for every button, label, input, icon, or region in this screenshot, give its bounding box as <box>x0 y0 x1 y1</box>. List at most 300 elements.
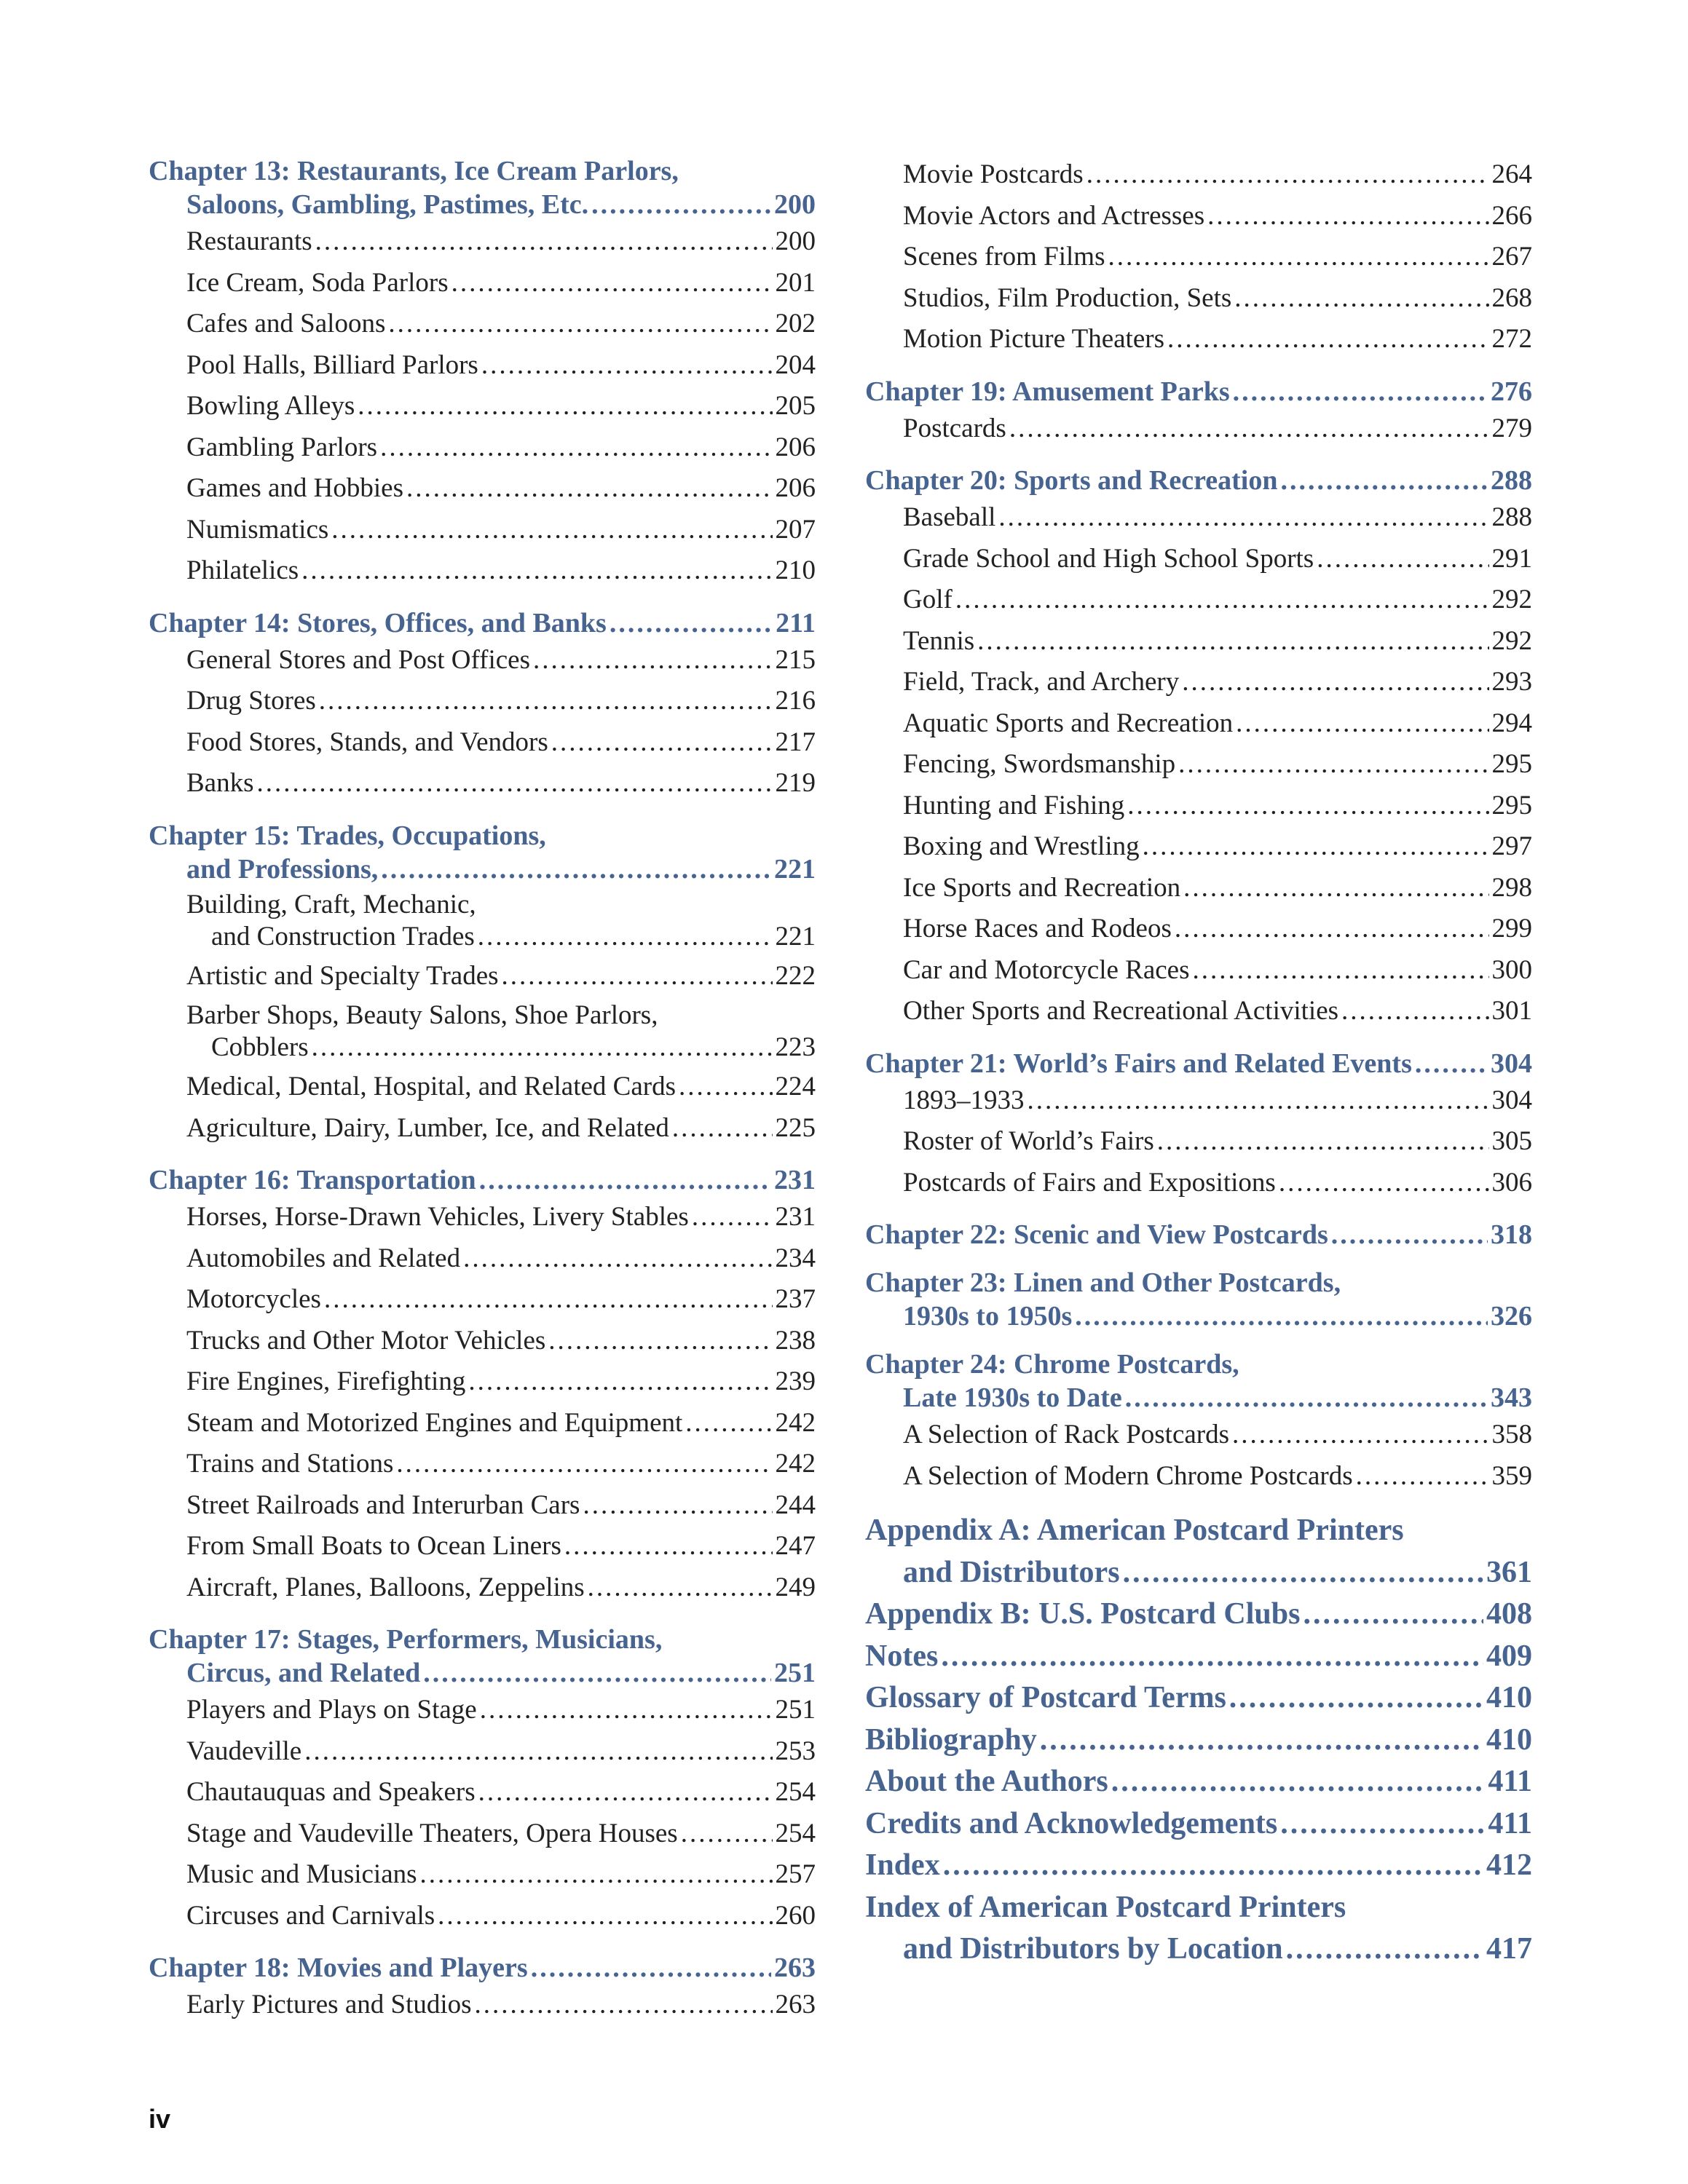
toc-entry-title: Tennis <box>903 625 975 656</box>
toc-page-number: 254 <box>775 1818 816 1848</box>
toc-section-entry[interactable] <box>149 1067 816 1108</box>
toc-entry-title: and Professions, <box>186 853 379 885</box>
toc-page-number: 305 <box>1491 1126 1532 1156</box>
toc-section-entry[interactable] <box>149 1279 816 1321</box>
toc-entry-title: Trains and Stations <box>186 1449 394 1479</box>
toc-entry-title: Fire Engines, Firefighting <box>186 1366 466 1396</box>
dot-leader <box>396 1444 772 1485</box>
toc-page-number: 244 <box>775 1489 816 1520</box>
toc-entry-title: Aquatic Sports and Recreation <box>903 708 1234 738</box>
toc-page-number: 409 <box>1486 1639 1532 1673</box>
toc-page-number: 200 <box>775 226 816 256</box>
dot-leader <box>331 510 772 551</box>
toc-chapter-entry[interactable] <box>149 1623 816 1690</box>
toc-section-entry[interactable] <box>149 681 816 722</box>
toc-entry-title: About the Authors <box>865 1765 1108 1798</box>
toc-section-entry[interactable] <box>865 621 1532 662</box>
dot-leader <box>463 1238 772 1280</box>
toc-entry-title: Chapter 21: World’s Fairs and Related Events <box>865 1048 1412 1079</box>
toc-entry-title: Cobblers <box>211 1032 309 1062</box>
toc-page-number: 221 <box>774 853 816 885</box>
toc-section-entry[interactable] <box>149 640 816 681</box>
toc-entry-title: Cafes and Saloons <box>186 309 386 339</box>
toc-section-entry[interactable] <box>149 304 816 345</box>
toc-page-number: 231 <box>774 1165 816 1195</box>
toc-page-number: 206 <box>775 432 816 462</box>
dot-leader <box>672 1108 773 1150</box>
toc-appendix-entry[interactable] <box>865 1594 1532 1636</box>
toc-page-number: 288 <box>1491 502 1532 532</box>
dot-leader <box>478 1772 773 1813</box>
toc-section-entry[interactable] <box>149 1526 816 1567</box>
toc-chapter-entry[interactable] <box>149 819 816 886</box>
toc-page-number: 266 <box>1491 200 1532 231</box>
toc-appendix-entry[interactable] <box>865 1677 1532 1720</box>
dot-leader <box>1028 1080 1489 1122</box>
toc-section-entry[interactable] <box>149 1813 816 1855</box>
toc-page-number: 410 <box>1486 1681 1532 1714</box>
dot-leader <box>1234 278 1488 320</box>
dot-leader <box>406 468 773 510</box>
toc-entry-title: Circus, and Related <box>186 1658 421 1688</box>
dot-leader <box>583 1485 772 1527</box>
dot-leader <box>480 1690 773 1731</box>
dot-leader <box>692 1197 773 1238</box>
toc-page-number: 304 <box>1491 1085 1532 1115</box>
toc-section-entry[interactable] <box>149 221 816 263</box>
toc-entry-title: 1930s to 1950s <box>903 1301 1073 1332</box>
toc-page-number: 224 <box>775 1072 816 1101</box>
toc-page-number: 299 <box>1491 914 1532 943</box>
dot-leader <box>1143 826 1489 868</box>
toc-page-number: 417 <box>1486 1932 1532 1966</box>
dot-leader <box>1123 1552 1483 1594</box>
toc-section-entry[interactable] <box>865 786 1532 827</box>
toc-section-entry[interactable] <box>149 1238 816 1280</box>
toc-entry-title: Fencing, Swordsmanship <box>903 749 1176 779</box>
toc-entry-title: Bibliography <box>865 1722 1037 1757</box>
toc-entry-title: Chapter 23: Linen and Other Postcards, <box>865 1267 1341 1298</box>
toc-section-entry[interactable] <box>149 1567 816 1609</box>
dot-leader <box>998 497 1488 539</box>
toc-page-number: 219 <box>775 768 816 798</box>
dot-leader <box>1279 1163 1489 1204</box>
toc-chapter-entry[interactable] <box>865 464 1532 497</box>
toc-entry-title: Automobiles and Related <box>186 1243 461 1273</box>
toc-entry-title: Chapter 13: Restaurants, Ice Cream Parlors, <box>149 156 679 186</box>
toc-entry-title: Chapter 20: Sports and Recreation <box>865 465 1278 496</box>
toc-chapter-entry[interactable] <box>149 154 816 221</box>
toc-section-entry[interactable] <box>149 386 816 427</box>
dot-leader <box>324 1279 773 1321</box>
toc-entry-title: Music and Musicians <box>186 1859 417 1889</box>
dot-leader <box>319 681 773 722</box>
toc-section-entry[interactable] <box>149 886 816 956</box>
dot-leader <box>479 1163 771 1197</box>
toc-page-number: 267 <box>1491 242 1532 272</box>
dot-leader <box>1193 950 1489 992</box>
toc-entry-title: Saloons, Gambling, Pastimes, Etc. <box>186 189 589 220</box>
dot-leader <box>1111 1761 1486 1803</box>
toc-page-number: 239 <box>775 1366 816 1396</box>
toc-entry-title: A Selection of Rack Postcards <box>903 1420 1230 1449</box>
dot-leader <box>1182 662 1488 703</box>
toc-entry-title: and Distributors by Location <box>903 1932 1283 1966</box>
toc-entry-title: Credits and Acknowledgements <box>865 1806 1278 1840</box>
toc-appendix-entry[interactable] <box>865 1761 1532 1803</box>
toc-section-entry[interactable] <box>865 991 1532 1032</box>
toc-page-number: 306 <box>1491 1167 1532 1198</box>
toc-entry-title: Motion Picture Theaters <box>903 324 1164 354</box>
toc-section-entry[interactable] <box>865 408 1532 450</box>
toc-entry-title: Other Sports and Recreational Activities <box>903 996 1339 1026</box>
toc-page-number: 205 <box>775 391 816 421</box>
toc-page-number: 221 <box>775 921 816 951</box>
toc-page-number: 298 <box>1491 872 1532 903</box>
toc-section-entry[interactable] <box>149 1485 816 1527</box>
dot-leader <box>1286 1928 1483 1971</box>
toc-entry-title: and Distributors <box>903 1555 1120 1589</box>
toc-entry-title: Baseball <box>903 502 996 532</box>
dot-leader <box>1167 319 1489 360</box>
toc-entry-title: Index <box>865 1848 940 1882</box>
toc-section-entry[interactable] <box>149 263 816 304</box>
toc-entry-title: Aircraft, Planes, Balloons, Zeppelins <box>186 1572 585 1602</box>
toc-entry-title: Philatelics <box>186 555 299 585</box>
toc-entry-title: Restaurants <box>186 226 312 256</box>
toc-section-entry[interactable] <box>865 1415 1532 1456</box>
toc-section-entry[interactable] <box>865 237 1532 278</box>
toc-entry-title: Players and Plays on Stage <box>186 1695 477 1725</box>
toc-page-number: 263 <box>774 1952 816 1983</box>
toc-page-number: 292 <box>1491 585 1532 614</box>
toc-entry-title: Index of American Postcard Printers <box>865 1890 1346 1924</box>
toc-page-number: 206 <box>775 473 816 503</box>
toc-entry-title: Postcards of Fairs and Expositions <box>903 1167 1276 1198</box>
toc-entry-title: General Stores and Post Offices <box>186 644 530 675</box>
toc-section-entry[interactable] <box>865 1080 1532 1122</box>
toc-page-number: 361 <box>1486 1555 1532 1589</box>
toc-page-number: 288 <box>1491 465 1532 496</box>
toc-page-number: 295 <box>1491 790 1532 820</box>
dot-leader <box>679 1067 773 1108</box>
toc-page-number: 276 <box>1491 376 1532 407</box>
dot-leader <box>591 188 771 221</box>
toc-page-number: 279 <box>1491 413 1532 443</box>
toc-appendix-entry[interactable] <box>865 1720 1532 1762</box>
toc-section-entry[interactable] <box>865 278 1532 320</box>
toc-chapter-entry[interactable] <box>865 1047 1532 1080</box>
toc-section-entry[interactable] <box>149 1403 816 1444</box>
toc-section-entry[interactable] <box>865 1121 1532 1163</box>
toc-page-number: 238 <box>775 1325 816 1356</box>
toc-section-entry[interactable] <box>149 956 816 997</box>
toc-section-entry[interactable] <box>149 1985 816 2026</box>
toc-section-entry[interactable] <box>149 427 816 469</box>
page-number: iv <box>149 2104 171 2134</box>
dot-leader <box>451 263 773 304</box>
dot-leader <box>564 1526 773 1567</box>
dot-leader <box>1280 1803 1485 1845</box>
dot-leader <box>1331 1218 1488 1251</box>
toc-entry-title: Barber Shops, Beauty Salons, Shoe Parlors, <box>186 1000 658 1030</box>
toc-entry-title: Car and Motorcycle Races <box>903 954 1190 985</box>
toc-section-entry[interactable] <box>149 468 816 510</box>
dot-leader <box>1127 786 1488 827</box>
dot-leader <box>1175 909 1489 950</box>
toc-entry-title: Scenes from Films <box>903 242 1105 272</box>
toc-entry-title: Chautauquas and Speakers <box>186 1777 476 1807</box>
toc-section-entry[interactable] <box>865 319 1532 360</box>
toc-section-entry[interactable] <box>149 1854 816 1896</box>
toc-chapter-entry[interactable] <box>865 1266 1532 1333</box>
toc-entry-title: Studios, Film Production, Sets <box>903 282 1232 313</box>
dot-leader <box>257 763 773 804</box>
toc-section-entry[interactable] <box>149 550 816 592</box>
toc-page-number: 294 <box>1491 708 1532 738</box>
toc-entry-title: Horse Races and Rodeos <box>903 914 1172 943</box>
toc-section-entry[interactable] <box>865 703 1532 745</box>
toc-entry-title: Roster of World’s Fairs <box>903 1126 1154 1156</box>
dot-leader <box>943 1845 1483 1887</box>
dot-leader <box>1232 1415 1488 1456</box>
toc-section-entry[interactable] <box>149 1731 816 1773</box>
toc-entry-title: Boxing and Wrestling <box>903 831 1140 861</box>
dot-leader <box>977 621 1488 662</box>
dot-leader <box>1341 991 1488 1032</box>
toc-entry-title: Notes <box>865 1639 939 1673</box>
toc-section-entry[interactable] <box>865 579 1532 621</box>
toc-page-number: 412 <box>1486 1848 1532 1882</box>
toc-section-entry[interactable] <box>149 1772 816 1813</box>
toc-section-entry[interactable] <box>149 1108 816 1150</box>
dot-leader <box>304 1731 772 1773</box>
toc-entry-title: Appendix B: U.S. Postcard Clubs <box>865 1597 1301 1631</box>
toc-section-entry[interactable] <box>149 1361 816 1403</box>
dot-leader <box>1075 1299 1488 1333</box>
toc-page-number: 211 <box>776 607 816 638</box>
toc-entry-title: Street Railroads and Interurban Cars <box>186 1489 580 1520</box>
dot-leader <box>381 852 771 886</box>
toc-section-entry[interactable] <box>149 1896 816 1937</box>
toc-page-number: 200 <box>774 189 816 220</box>
dot-leader <box>1303 1594 1483 1636</box>
toc-entry-title: Steam and Motorized Engines and Equipment <box>186 1407 683 1438</box>
toc-section-entry[interactable] <box>149 722 816 764</box>
toc-entry-title: Hunting and Fishing <box>903 790 1125 820</box>
dot-leader <box>1229 1677 1483 1720</box>
toc-section-entry[interactable] <box>865 950 1532 992</box>
toc-page-number: 231 <box>775 1202 816 1232</box>
toc-page-number: 202 <box>775 309 816 339</box>
toc-section-entry[interactable] <box>149 1690 816 1731</box>
toc-appendix-entry[interactable] <box>865 1887 1532 1971</box>
dot-leader <box>681 1813 773 1855</box>
toc-entry-title: Artistic and Specialty Trades <box>186 960 499 991</box>
dot-leader <box>1086 154 1489 196</box>
toc-page-number: 304 <box>1491 1048 1532 1079</box>
toc-page-number: 249 <box>775 1572 816 1602</box>
toc-section-entry[interactable] <box>149 345 816 387</box>
toc-chapter-entry[interactable] <box>865 1348 1532 1415</box>
toc-entry-title: Late 1930s to Date <box>903 1382 1122 1413</box>
toc-entry-title: Pool Halls, Billiard Parlors <box>186 349 478 380</box>
dot-leader <box>551 722 773 764</box>
toc-left-column <box>149 154 816 2026</box>
toc-page-number: 251 <box>774 1658 816 1688</box>
toc-page-number: 201 <box>775 267 816 298</box>
toc-entry-title: Building, Craft, Mechanic, <box>186 889 476 919</box>
toc-entry-title: Grade School and High School Sports <box>903 543 1314 574</box>
toc-chapter-entry[interactable] <box>865 1218 1532 1251</box>
toc-entry-title: Games and Hobbies <box>186 473 403 503</box>
dot-leader <box>533 640 773 681</box>
dot-leader <box>481 345 773 387</box>
dot-leader <box>478 921 773 953</box>
toc-page-number: 411 <box>1488 1806 1532 1840</box>
dot-leader <box>475 1985 773 2026</box>
toc-entry-title: Early Pictures and Studios <box>186 1990 472 2019</box>
toc-page-number: 216 <box>775 686 816 716</box>
toc-section-entry[interactable] <box>149 1444 816 1485</box>
toc-section-entry[interactable] <box>149 1321 816 1362</box>
toc-page-number: 293 <box>1491 667 1532 697</box>
dot-leader <box>1157 1121 1489 1163</box>
toc-right-column <box>865 154 1532 1971</box>
toc-section-entry[interactable] <box>149 510 816 551</box>
toc-section-entry[interactable] <box>865 1163 1532 1204</box>
dot-leader <box>423 1656 771 1690</box>
toc-entry-title: From Small Boats to Ocean Liners <box>186 1531 561 1561</box>
toc-page-number: 254 <box>775 1777 816 1807</box>
toc-page-number: 237 <box>775 1284 816 1314</box>
toc-page-number: 297 <box>1491 831 1532 861</box>
dot-leader <box>1040 1720 1483 1762</box>
dot-leader <box>315 221 773 263</box>
toc-chapter-entry[interactable] <box>149 1163 816 1197</box>
dot-leader <box>502 956 773 997</box>
toc-entry-title: Circuses and Carnivals <box>186 1900 435 1931</box>
toc-entry-title: Golf <box>903 585 953 614</box>
toc-page-number: 251 <box>775 1695 816 1725</box>
toc-entry-title: Chapter 19: Amusement Parks <box>865 376 1230 407</box>
toc-page-number: 234 <box>775 1243 816 1273</box>
toc-chapter-entry[interactable] <box>149 1951 816 1985</box>
toc-entry-title: Chapter 16: Transportation <box>149 1165 476 1195</box>
toc-page-number: 268 <box>1491 282 1532 313</box>
toc-page-number: 247 <box>775 1531 816 1561</box>
toc-entry-title: Movie Postcards <box>903 159 1084 189</box>
toc-entry-title: Glossary of Postcard Terms <box>865 1681 1226 1714</box>
toc-page-number: 215 <box>775 644 816 675</box>
dot-leader <box>438 1896 772 1937</box>
toc-section-entry[interactable] <box>865 1456 1532 1497</box>
toc-entry-title: Bowling Alleys <box>186 391 355 421</box>
toc-section-entry[interactable] <box>865 662 1532 703</box>
dot-leader <box>1356 1456 1489 1497</box>
toc-section-entry[interactable] <box>865 826 1532 868</box>
toc-entry-title: Chapter 22: Scenic and View Postcards <box>865 1219 1328 1250</box>
toc-chapter-entry[interactable] <box>865 375 1532 408</box>
toc-entry-title: Movie Actors and Actresses <box>903 200 1205 231</box>
toc-section-entry[interactable] <box>865 744 1532 786</box>
toc-page-number: 272 <box>1491 324 1532 354</box>
dot-leader <box>1207 196 1488 237</box>
dot-leader <box>1125 1381 1488 1415</box>
dot-leader <box>468 1361 772 1403</box>
toc-section-entry[interactable] <box>149 1197 816 1238</box>
toc-page-number: 263 <box>775 1990 816 2019</box>
toc-section-entry[interactable] <box>865 909 1532 950</box>
dot-leader <box>420 1854 773 1896</box>
toc-section-entry[interactable] <box>865 154 1532 196</box>
toc-entry-title: Chapter 17: Stages, Performers, Musicians, <box>149 1624 663 1655</box>
toc-entry-title: Agriculture, Dairy, Lumber, Ice, and Related <box>186 1112 669 1143</box>
toc-page-number: 207 <box>775 514 816 545</box>
toc-page-number: 222 <box>775 960 816 991</box>
dot-leader <box>380 427 772 469</box>
toc-page-number: 223 <box>775 1032 816 1062</box>
toc-page-number: 264 <box>1491 159 1532 189</box>
dot-leader <box>312 1032 773 1064</box>
toc-page-number: 253 <box>775 1736 816 1766</box>
dot-leader <box>1108 237 1488 278</box>
toc-page-number: 204 <box>775 349 816 380</box>
toc-section-entry[interactable] <box>865 868 1532 909</box>
toc-entry-title: 1893–1933 <box>903 1085 1025 1115</box>
toc-appendix-entry[interactable] <box>865 1636 1532 1678</box>
toc-page-number: 295 <box>1491 749 1532 779</box>
toc-page-number: 411 <box>1488 1765 1532 1798</box>
dot-leader <box>1415 1047 1488 1080</box>
dot-leader <box>358 386 772 427</box>
dot-leader <box>1236 703 1488 745</box>
toc-entry-title: Stage and Vaudeville Theaters, Opera Houses <box>186 1818 678 1848</box>
toc-appendix-entry[interactable] <box>865 1510 1532 1594</box>
toc-entry-title: Chapter 15: Trades, Occupations, <box>149 820 546 851</box>
toc-entry-title: Chapter 14: Stores, Offices, and Banks <box>149 607 607 638</box>
toc-page-number: 242 <box>775 1407 816 1438</box>
toc-entry-title: Postcards <box>903 413 1006 443</box>
toc-page-number: 410 <box>1486 1722 1532 1757</box>
toc-page-number: 257 <box>775 1859 816 1889</box>
toc-entry-title: Chapter 24: Chrome Postcards, <box>865 1349 1239 1380</box>
toc-entry-title: A Selection of Modern Chrome Postcards <box>903 1460 1353 1491</box>
toc-entry-title: Ice Cream, Soda Parlors <box>186 267 449 298</box>
toc-entry-title: Motorcycles <box>186 1284 321 1314</box>
dot-leader <box>388 304 772 345</box>
toc-page-number: 291 <box>1491 543 1532 574</box>
dot-leader <box>1233 375 1488 408</box>
dot-leader <box>1009 408 1489 450</box>
toc-section-entry[interactable] <box>149 997 816 1067</box>
toc-entry-title: Vaudeville <box>186 1736 302 1766</box>
toc-page-number: 343 <box>1491 1382 1532 1413</box>
toc-page-number: 225 <box>775 1112 816 1143</box>
toc-section-entry[interactable] <box>865 539 1532 580</box>
toc-chapter-entry[interactable] <box>149 606 816 640</box>
toc-entry-title: Trucks and Other Motor Vehicles <box>186 1325 546 1356</box>
toc-appendix-entry[interactable] <box>865 1803 1532 1845</box>
toc-entry-title: Horses, Horse-Drawn Vehicles, Livery Stables <box>186 1202 689 1232</box>
toc-section-entry[interactable] <box>865 196 1532 237</box>
toc-section-entry[interactable] <box>865 497 1532 539</box>
toc-section-entry[interactable] <box>149 763 816 804</box>
toc-page-number: 260 <box>775 1900 816 1931</box>
toc-entry-title: and Construction Trades <box>211 921 475 951</box>
toc-page-number: 301 <box>1491 996 1532 1026</box>
toc-appendix-entry[interactable] <box>865 1845 1532 1887</box>
